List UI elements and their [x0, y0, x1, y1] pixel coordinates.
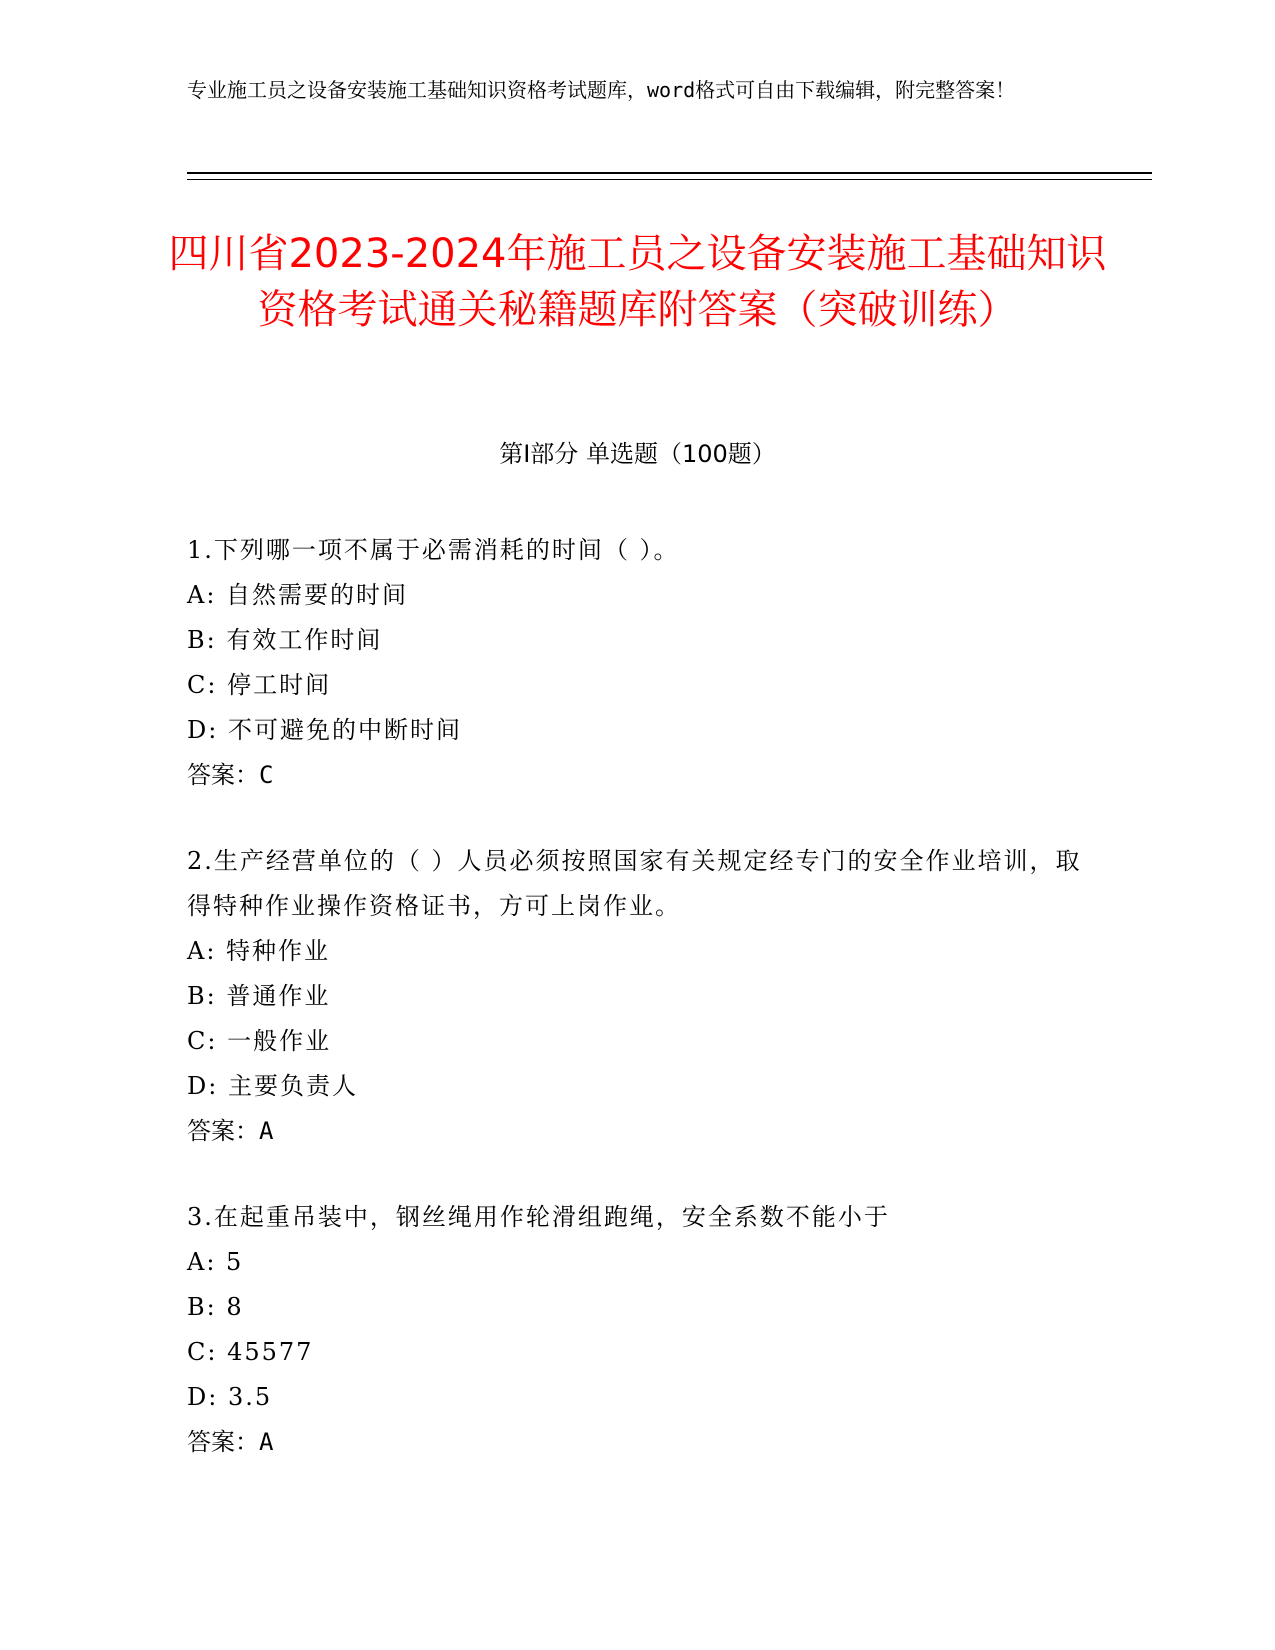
answer-value: C: [259, 761, 274, 789]
answer-label: 答案：: [187, 1117, 259, 1145]
question-stem: 3.在起重吊装中，钢丝绳用作轮滑组跑绳，安全系数不能小于: [187, 1203, 890, 1231]
answer-line: [187, 753, 1087, 798]
option-b: B: 8: [187, 1293, 244, 1321]
header-divider-thick: [187, 172, 1152, 174]
answer-label: 答案：: [187, 1428, 259, 1456]
question-1: [187, 528, 1087, 798]
question-3: [187, 1195, 1087, 1465]
answer-label: 答案：: [187, 761, 259, 789]
question-stem: 2.生产经营单位的（ ）人员必须按照国家有关规定经专门的安全作业培训，取得特种作业操作资格证书，方可上岗作业。: [187, 847, 1082, 920]
option-b: B: 普通作业: [187, 982, 331, 1010]
section-title: 第Ⅰ部分 单选题（100题）: [499, 440, 776, 468]
answer-line: [187, 1109, 1087, 1154]
document-title: 四川省2023-2024年施工员之设备安装施工基础知识资格考试通关秘籍题库附答案（突破训练）: [168, 231, 1107, 333]
option-d: D: 3.5: [187, 1383, 273, 1411]
question-list: [187, 528, 1087, 1506]
option-b: B: 有效工作时间: [187, 626, 383, 654]
header-divider-thin: [187, 179, 1152, 180]
answer-value: A: [259, 1428, 274, 1456]
answer-value: A: [259, 1117, 274, 1145]
option-c: C: 停工时间: [187, 671, 332, 699]
question-stem: 1.下列哪一项不属于必需消耗的时间（ ）。: [187, 536, 680, 564]
option-c: C: 45577: [187, 1338, 314, 1366]
question-2: [187, 839, 1087, 1154]
option-d: D: 主要负责人: [187, 1072, 358, 1100]
header-note: 专业施工员之设备安装施工基础知识资格考试题库，word格式可自由下载编辑，附完整答案！: [187, 78, 1016, 102]
option-a: A: 特种作业: [187, 937, 331, 965]
option-c: C: 一般作业: [187, 1027, 332, 1055]
option-d: D: 不可避免的中断时间: [187, 716, 462, 744]
option-a: A: 自然需要的时间: [187, 581, 409, 609]
answer-line: [187, 1420, 1087, 1465]
option-a: A: 5: [187, 1248, 244, 1276]
